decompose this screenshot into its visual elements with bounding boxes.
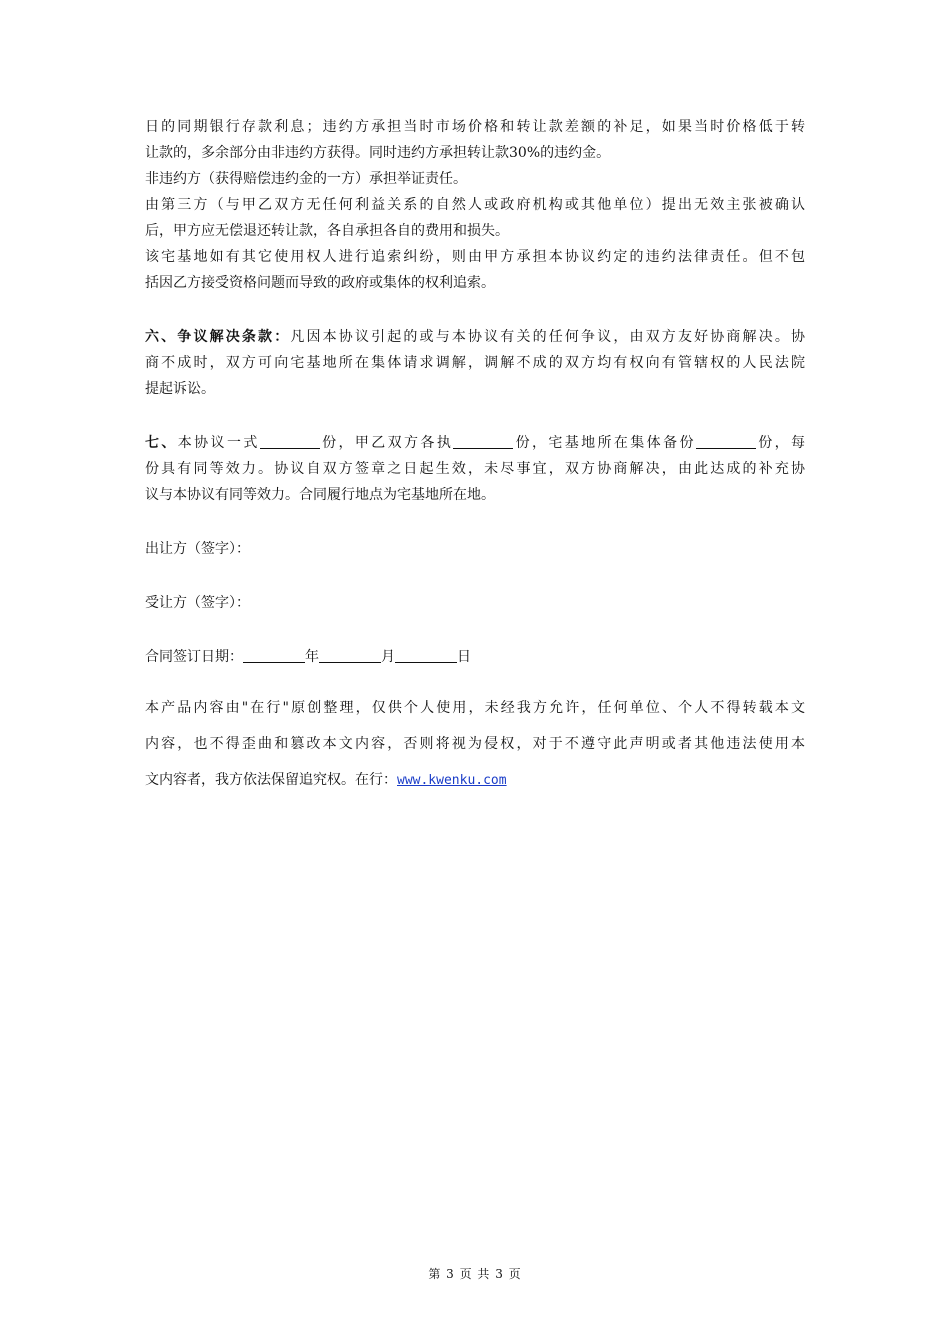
month-label: 月: [381, 649, 395, 665]
transferee-signature-label: 受让方（签字）：: [145, 595, 250, 611]
text-line: 由第三方（与甲乙双方无任何利益关系的自然人或政府机构或其他单位）提出无效主张被确认: [145, 197, 805, 213]
day-blank[interactable]: [395, 646, 457, 663]
month-blank[interactable]: [319, 646, 381, 663]
page-number-footer: 第 3 页 共 3 页: [428, 1267, 522, 1281]
notice-text: 文内容者，我方依法保留追究权。在行：: [145, 772, 397, 788]
text-line: 份具有同等效力。协议自双方签章之日起生效，未尽事宜，双方协商解决，由此达成的补充协: [145, 461, 805, 477]
year-label: 年: [305, 649, 319, 665]
copies-total-blank[interactable]: [260, 432, 320, 449]
section-heading: 六、争议解决条款：: [145, 329, 291, 345]
website-link[interactable]: www.kwenku.com: [397, 773, 507, 788]
text-line: 该宅基地如有其它使用权人进行追索纠纷，则由甲方承担本协议约定的违约法律责任。但不包: [145, 249, 805, 265]
section-heading: 七、: [145, 435, 178, 451]
section-text: 份，每: [755, 435, 806, 451]
section-text: 份，甲乙双方各执: [319, 435, 454, 451]
transferor-signature-label: 出让方（签字）：: [145, 541, 250, 557]
text-line: 议与本协议有同等效力。合同履行地点为宅基地所在地。: [145, 487, 495, 503]
signing-date-label: 合同签订日期：: [145, 649, 243, 665]
year-blank[interactable]: [243, 646, 305, 663]
document-body: [145, 114, 805, 798]
copies-collective-blank[interactable]: [696, 432, 756, 449]
text-line: 后，甲方应无偿退还转让款，各自承担各自的费用和损失。: [145, 223, 509, 239]
text-line: 内容，也不得歪曲和篡改本文内容，否则将视为侵权，对于不遵守此声明或者其他违法使用本: [145, 736, 805, 752]
text-line: 提起诉讼。: [145, 381, 215, 397]
paragraph-breach-terms: [145, 114, 805, 296]
text-line: 非违约方（获得赔偿违约金的一方）承担举证责任。: [145, 171, 467, 187]
text-line: 日的同期银行存款利息；违约方承担当时市场价格和转让款差额的补足，如果当时价格低于转: [145, 119, 805, 135]
section-text: 本协议一式: [177, 435, 260, 451]
copies-each-party-blank[interactable]: [453, 432, 513, 449]
text-line: 本产品内容由"在行"原创整理，仅供个人使用，未经我方允许，任何单位、个人不得转载本文: [145, 700, 805, 716]
text-line: 让款的，多余部分由非违约方获得。同时违约方承担转让款30%的违约金。: [145, 145, 611, 161]
text-line: 括因乙方接受资格问题而导致的政府或集体的权利追索。: [145, 275, 495, 291]
section-copies: [145, 430, 805, 508]
section-text: 凡因本协议引起的或与本协议有关的任何争议，由双方友好协商解决。协: [290, 329, 806, 345]
text-line: 商不成时，双方可向宅基地所在集体请求调解，调解不成的双方均有权向有管辖权的人民法院: [145, 355, 805, 371]
day-label: 日: [457, 649, 471, 665]
signing-date-row: [145, 644, 805, 670]
section-dispute-resolution: [145, 324, 805, 402]
copyright-notice: [145, 690, 805, 798]
section-text: 份，宅基地所在集体备份: [513, 435, 696, 451]
